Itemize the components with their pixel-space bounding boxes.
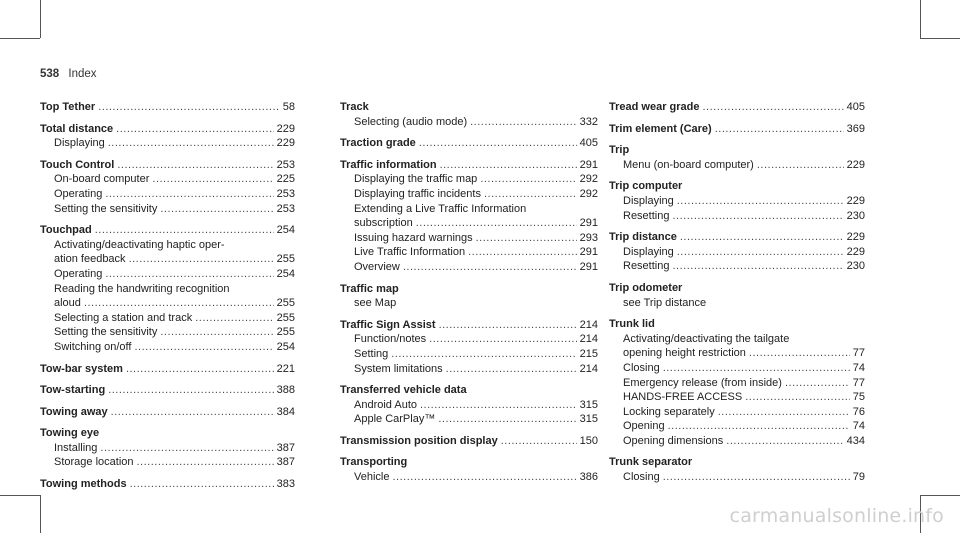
section-title: Index	[68, 68, 97, 80]
dot-leader	[105, 267, 273, 282]
index-subentry[interactable]	[609, 470, 865, 485]
page-ref: 254	[276, 340, 295, 353]
index-subentry[interactable]	[609, 158, 865, 173]
dot-leader	[677, 245, 844, 260]
index-column-2	[340, 100, 598, 492]
index-subentry[interactable]	[340, 362, 598, 377]
entry-title: Trip odometer	[609, 281, 683, 294]
index-subentry[interactable]	[40, 311, 295, 326]
index-subentry[interactable]	[609, 194, 865, 209]
index-entry-heading[interactable]	[40, 477, 295, 492]
dot-leader	[668, 419, 850, 434]
dot-leader	[446, 362, 577, 377]
page-ref: 230	[846, 209, 865, 222]
index-entry	[609, 281, 865, 310]
entry-title: Traffic map	[340, 282, 399, 295]
dot-leader	[160, 202, 273, 217]
index-entry	[609, 122, 865, 137]
entry-title: Touchpad	[40, 224, 92, 237]
subentry-text: Activating/deactivating haptic oper-	[54, 238, 225, 251]
dot-leader	[726, 434, 843, 449]
page-ref: 405	[579, 137, 598, 150]
entry-title: Trip computer	[609, 180, 683, 193]
index-subentry[interactable]	[609, 390, 865, 405]
page-ref: 253	[276, 158, 295, 171]
subentry-label: Menu (on-board computer)	[623, 158, 754, 171]
index-entry	[40, 223, 295, 354]
page-ref: 292	[579, 173, 598, 186]
entry-title: Tread wear grade	[609, 101, 700, 113]
page-ref: 74	[852, 361, 865, 374]
crop-mark	[920, 38, 960, 39]
subentry-label: aloud	[54, 297, 81, 310]
index-subentry[interactable]	[40, 136, 295, 151]
subentry-label: Setting the sensitivity	[54, 326, 158, 339]
page-ref: 229	[846, 231, 865, 244]
subentry-text: see Map	[354, 297, 397, 310]
subentry-label: Apple CarPlay™	[354, 413, 436, 426]
entry-title: Tow-starting	[40, 384, 106, 397]
page-ref: 215	[579, 347, 598, 360]
page-ref: 253	[276, 202, 295, 215]
watermark: carmanualsonline.info	[729, 505, 944, 527]
entry-title: Towing methods	[40, 478, 127, 491]
page-ref: 77	[852, 376, 865, 389]
entry-title: Trip distance	[609, 231, 677, 244]
subentry-label: Displaying	[623, 245, 674, 258]
page-ref: 291	[579, 158, 598, 171]
index-subentry[interactable]	[609, 245, 865, 260]
page-ref: 386	[579, 471, 598, 484]
index-entry	[40, 158, 295, 216]
index-entry	[609, 230, 865, 274]
crop-mark	[920, 0, 921, 38]
index-entry	[40, 100, 295, 115]
subentry-label: Locking separately	[623, 405, 715, 418]
index-entry	[609, 100, 865, 115]
index-entry	[340, 100, 598, 129]
page-ref: 369	[846, 122, 865, 135]
dot-leader	[117, 158, 273, 173]
index-column-1	[40, 100, 295, 499]
entry-title: Top Tether	[40, 101, 96, 113]
dot-leader	[680, 230, 844, 245]
index-subentry[interactable]	[40, 202, 295, 217]
index-entry	[40, 383, 295, 398]
index-entry	[40, 405, 295, 420]
dot-leader	[715, 122, 844, 137]
index-subentry[interactable]	[40, 441, 295, 456]
dot-leader	[152, 172, 273, 187]
dot-leader	[484, 187, 577, 202]
dot-leader	[677, 194, 844, 209]
entry-title: Traffic Sign Assist	[340, 318, 436, 331]
page-ref: 229	[846, 245, 865, 258]
index-entry-heading[interactable]	[340, 158, 598, 173]
page-header	[40, 68, 97, 80]
page-ref: 229	[276, 137, 295, 150]
dot-leader	[663, 470, 850, 485]
index-entry-heading[interactable]	[340, 434, 598, 449]
dot-leader	[429, 332, 576, 347]
index-entry-heading[interactable]	[40, 158, 295, 173]
dot-leader	[108, 383, 273, 398]
page-ref: 291	[579, 217, 598, 230]
subentry-text: Activating/deactivating the tailgate	[623, 332, 790, 345]
index-entry-heading[interactable]	[40, 122, 295, 137]
dot-leader	[703, 100, 844, 115]
page-number: 538	[40, 68, 60, 80]
index-entry	[340, 318, 598, 376]
dot-leader	[501, 434, 577, 449]
subentry-label: HANDS-FREE ACCESS	[623, 391, 743, 404]
dot-leader	[392, 470, 576, 485]
subentry-label: Live Traffic Information	[354, 246, 466, 259]
index-subentry[interactable]	[609, 346, 865, 361]
subentry-label: subscription	[354, 217, 413, 230]
dot-leader	[749, 346, 850, 361]
subentry-label: System limitations	[354, 362, 443, 375]
subentry-label: Selecting (audio mode)	[354, 115, 468, 128]
dot-leader	[757, 158, 844, 173]
subentry-label: Setting the sensitivity	[54, 202, 158, 215]
dot-leader	[672, 209, 843, 224]
index-entry-heading[interactable]	[609, 317, 865, 332]
index-entry-heading[interactable]	[40, 383, 295, 398]
index-entry	[609, 179, 865, 223]
dot-leader	[95, 223, 274, 238]
page-ref: 255	[276, 311, 295, 324]
index-subentry[interactable]	[40, 340, 295, 355]
index-entry-heading[interactable]	[609, 281, 865, 296]
index-subentry[interactable]	[40, 325, 295, 340]
index-entry-heading[interactable]	[40, 223, 295, 238]
entry-title: Trunk lid	[609, 318, 655, 331]
subentry-label: On-board computer	[54, 173, 150, 186]
entry-title: Towing eye	[40, 427, 100, 440]
page-ref: 254	[276, 267, 295, 280]
page-ref: 225	[276, 173, 295, 186]
index-entry-heading[interactable]	[340, 282, 598, 297]
subentry-text: Reading the handwriting recognition	[54, 282, 230, 295]
index-subentry[interactable]	[609, 405, 865, 420]
entry-title: Tow-bar system	[40, 362, 123, 375]
subentry-label: Installing	[54, 441, 98, 454]
crop-mark	[0, 495, 40, 496]
entry-title: Trip	[609, 144, 630, 157]
index-entry-heading[interactable]	[609, 455, 865, 470]
subentry-label: Vehicle	[354, 471, 390, 484]
subentry-label: Closing	[623, 361, 660, 374]
subentry-label: opening height restriction	[623, 347, 746, 360]
index-subentry[interactable]	[340, 187, 598, 202]
index-entry	[609, 317, 865, 448]
subentry-label: Closing	[623, 471, 660, 484]
page-ref: 221	[276, 362, 295, 375]
index-subentry[interactable]	[340, 216, 598, 231]
index-subentry[interactable]	[609, 259, 865, 274]
entry-title: Transporting	[340, 456, 408, 469]
subentry-label: Displaying the traffic map	[354, 173, 478, 186]
index-entry-heading[interactable]	[609, 100, 865, 115]
index-entry-heading[interactable]	[40, 405, 295, 420]
dot-leader	[476, 231, 577, 246]
entry-title: Trunk separator	[609, 456, 693, 469]
index-entry-heading[interactable]	[340, 318, 598, 333]
index-entry	[340, 282, 598, 311]
dot-leader	[98, 100, 280, 115]
index-subentry[interactable]	[609, 434, 865, 449]
page-ref: 214	[579, 333, 598, 346]
dot-leader	[416, 216, 577, 231]
page-ref: 76	[852, 405, 865, 418]
page-ref: 255	[276, 326, 295, 339]
index-entry-heading[interactable]	[340, 383, 598, 398]
page-ref: 254	[276, 224, 295, 237]
dot-leader	[116, 122, 273, 137]
index-subentry[interactable]	[340, 260, 598, 275]
index-entry-heading[interactable]	[609, 230, 865, 245]
index-entry-heading[interactable]	[609, 179, 865, 194]
index-subentry[interactable]	[340, 470, 598, 485]
page-ref: 332	[579, 115, 598, 128]
crop-mark	[920, 495, 960, 496]
dot-leader	[391, 347, 576, 362]
page-ref: 383	[276, 478, 295, 491]
index-subentry[interactable]	[609, 419, 865, 434]
index-entry	[340, 455, 598, 484]
index-subentry[interactable]	[609, 209, 865, 224]
dot-leader	[134, 340, 273, 355]
dot-leader	[403, 260, 577, 275]
page-ref: 255	[276, 297, 295, 310]
index-subentry[interactable]	[609, 361, 865, 376]
index-subentry[interactable]	[40, 252, 295, 267]
dot-leader	[100, 441, 273, 456]
page-ref: 214	[579, 362, 598, 375]
subentry-label: Function/notes	[354, 333, 427, 346]
index-entry	[340, 434, 598, 449]
dot-leader	[718, 405, 850, 420]
index-subentry[interactable]	[40, 187, 295, 202]
index-subentry[interactable]	[340, 245, 598, 260]
page-ref: 150	[579, 434, 598, 447]
index-entry	[40, 362, 295, 377]
subentry-label: Resetting	[623, 209, 670, 222]
dot-leader	[480, 172, 576, 187]
index-entry	[340, 136, 598, 151]
entry-title: Touch Control	[40, 158, 115, 171]
index-subentry[interactable]	[340, 231, 598, 246]
index-entry-heading[interactable]	[40, 426, 295, 441]
dot-leader	[195, 311, 273, 326]
index-entry-heading[interactable]	[340, 136, 598, 151]
index-subentry[interactable]	[40, 267, 295, 282]
dot-leader	[111, 405, 274, 420]
subentry-label: Displaying	[54, 137, 105, 150]
page-ref: 58	[282, 101, 295, 113]
page-ref: 255	[276, 253, 295, 266]
page-ref: 253	[276, 187, 295, 200]
index-entry	[40, 477, 295, 492]
dot-leader	[672, 259, 843, 274]
dot-leader	[130, 477, 274, 492]
page-ref: 291	[579, 260, 598, 273]
crop-mark	[40, 0, 41, 38]
page-ref: 387	[276, 441, 295, 454]
index-subentry[interactable]	[40, 296, 295, 311]
page-ref: 315	[579, 413, 598, 426]
index-entry-heading[interactable]	[609, 122, 865, 137]
subentry-label: Opening	[623, 420, 665, 433]
subentry-label: Issuing hazard warnings	[354, 231, 473, 244]
page-ref: 214	[579, 318, 598, 331]
dot-leader	[84, 296, 274, 311]
index-entry-heading[interactable]	[340, 100, 598, 115]
dot-leader	[105, 187, 273, 202]
dot-leader	[108, 136, 274, 151]
page-ref: 79	[852, 471, 865, 484]
subentry-text: see Trip distance	[623, 296, 707, 309]
entry-title: Towing away	[40, 405, 108, 418]
crop-mark	[40, 495, 41, 533]
dot-leader	[420, 398, 577, 413]
page-ref: 405	[846, 101, 865, 113]
page-ref: 230	[846, 260, 865, 273]
page-ref: 293	[579, 231, 598, 244]
dot-leader	[785, 376, 850, 391]
page-ref: 74	[852, 420, 865, 433]
index-entry-heading[interactable]	[609, 143, 865, 158]
page-ref: 315	[579, 398, 598, 411]
index-entry-heading[interactable]	[340, 455, 598, 470]
dot-leader	[126, 362, 274, 377]
entry-title: Traffic information	[340, 158, 437, 171]
entry-title: Transferred vehicle data	[340, 384, 467, 397]
subentry-label: Operating	[54, 267, 103, 280]
index-subentry[interactable]	[609, 376, 865, 391]
subentry-label: Operating	[54, 187, 103, 200]
dot-leader	[419, 136, 577, 151]
dot-leader	[470, 115, 577, 130]
page-ref: 77	[852, 347, 865, 360]
page-ref: 75	[852, 391, 865, 404]
dot-leader	[440, 158, 577, 173]
subentry-label: Setting	[354, 347, 389, 360]
page-ref: 229	[276, 122, 295, 135]
page-ref: 292	[579, 187, 598, 200]
page-ref: 387	[276, 456, 295, 469]
subentry-label: Resetting	[623, 260, 670, 273]
index-subentry[interactable]	[340, 347, 598, 362]
dot-leader	[137, 455, 274, 470]
entry-title: Transmission position display	[340, 434, 498, 447]
index-subentry[interactable]	[340, 115, 598, 130]
page-ref: 229	[846, 158, 865, 171]
page-ref: 291	[579, 246, 598, 259]
dot-leader	[160, 325, 273, 340]
subentry-label: Overview	[354, 260, 400, 273]
page-ref: 229	[846, 194, 865, 207]
index-entry	[40, 122, 295, 151]
subentry-label: Storage location	[54, 456, 134, 469]
subentry-text: Extending a Live Traffic Information	[354, 202, 527, 215]
dot-leader	[438, 412, 576, 427]
index-entry	[340, 383, 598, 427]
subentry-label: Switching on/off	[54, 340, 132, 353]
index-subentry[interactable]	[40, 455, 295, 470]
page-ref: 434	[846, 434, 865, 447]
subentry-label: Emergency release (from inside)	[623, 376, 782, 389]
index-subentry[interactable]	[340, 172, 598, 187]
subentry-label: Selecting a station and track	[54, 311, 193, 324]
index-entry	[40, 426, 295, 470]
index-subentry[interactable]	[340, 412, 598, 427]
subentry-label: Displaying traffic incidents	[354, 187, 481, 200]
entry-title: Total distance	[40, 122, 114, 135]
subentry-label: Opening dimensions	[623, 434, 724, 447]
index-entry	[340, 158, 598, 275]
entry-title: Track	[340, 101, 369, 113]
index-entry-heading[interactable]	[40, 100, 295, 115]
index-entry	[609, 143, 865, 172]
dot-leader	[745, 390, 850, 405]
page-ref: 388	[276, 384, 295, 397]
index-entry	[609, 455, 865, 484]
dot-leader	[439, 318, 577, 333]
dot-leader	[468, 245, 577, 260]
subentry-label: Displaying	[623, 194, 674, 207]
index-subentry[interactable]	[40, 172, 295, 187]
entry-title: Traction grade	[340, 137, 416, 150]
index-column-3	[609, 100, 865, 492]
index-subentry[interactable]	[340, 398, 598, 413]
crop-mark	[0, 38, 40, 39]
subentry-label: ation feedback	[54, 253, 126, 266]
subentry-label: Android Auto	[354, 398, 417, 411]
index-entry-heading[interactable]	[40, 362, 295, 377]
dot-leader	[663, 361, 850, 376]
page-ref: 384	[276, 405, 295, 418]
index-subentry[interactable]	[340, 332, 598, 347]
dot-leader	[129, 252, 274, 267]
entry-title: Trim element (Care)	[609, 122, 712, 135]
